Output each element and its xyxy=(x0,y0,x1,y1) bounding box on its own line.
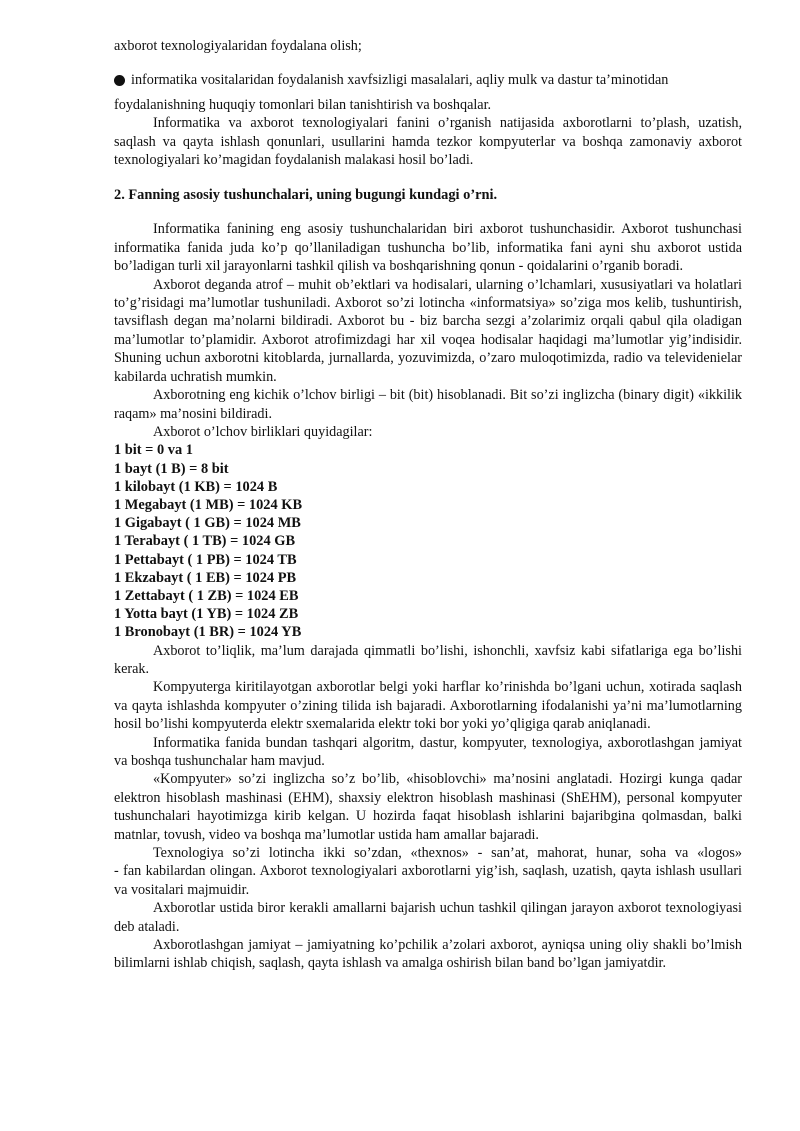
paragraph-6: Kompyuterga kiritilayotgan axborotlar belgi yoki harflar ko’rinishda bo’lgani uchun, xotirada saqlash va qayta ishlashda kompyuter o’zining tilida ish bajaradi. Axborotlarning ifodalanishi ya’ni ma’lumotlarning hosil bo’lishi kompyuterda elektr sxemalarida elektr toki bor yoki yo’qligiga qarab aniqlanadi. xyxy=(114,679,742,733)
paragraph-11: Axborotlashgan jamiyat – jamiyatning ko’pchilik a’zolari axborot, ayniqsa uning oliy shakli bo’lmish bilimlarni ishlab chiqish, saqlash, qayta ishlash va amalga oshirish bilan band bo’lgan jamiyatdir. xyxy=(114,937,742,972)
paragraph-2: Axborot deganda atrof – muhit ob’ektlari va hodisalari, ularning o’lchamlari, xususiyatlari va holatlari to’g’risidagi ma’lumotlar tushuniladi. Axborot so’zi lotincha «informatsiya» so’ziga mos kelib, tushuntirish, tavsiflash degan ma’nolarni bildiradi. Axborot bu - biz barcha sezgi a’zolarimiz orqali qabul qila oladigan ma’lumotlar to’plamidir. Axborot atrofimizdagi har xil voqea hodisalar haqidagi ma’lumotlar yig’indisidir. Shuning uchun axborotni kitoblarda, jurnallarda, yozuvimizda, o’zaro muloqotimizda, radio va televidenielar kabilarda uchratish mumkin. xyxy=(114,276,742,385)
intro-tail-text: axborot texnologiyalaridan foydalana olish; xyxy=(114,38,362,54)
unit-line: 1 Pettabayt ( 1 PB) = 1024 TB xyxy=(114,551,297,568)
paragraph-5: Axborot to’liqlik, ma’lum darajada qimmatli bo’lishi, ishonchli, xavfsiz kabi sifatlariga ega bo’lishi kerak. xyxy=(114,642,742,677)
paragraph-1: Informatika fanining eng asosiy tushunchalaridan biri axborot tushunchasidir. Axborot tushunchasi informatika fanida juda ko’p qo’llaniladigan tushuncha bo’lib, informatika fani ayni shu axborot ustida bo’ladigan turli xil jarayonlarni tashkil qilish va boshqarishning qonun - qoidalarini o’rganib boradi. xyxy=(114,221,742,275)
paragraph-4: Axborot o’lchov birliklari quyidagilar: xyxy=(153,423,373,440)
unit-line: 1 Yotta bayt (1 YB) = 1024 ZB xyxy=(114,606,299,623)
unit-line: 1 Bronobayt (1 BR) = 1024 YB xyxy=(114,624,302,641)
bullet-line-2: foydalanishning huquqiy tomonlari bilan tanishtirish va boshqalar. xyxy=(114,96,492,113)
units-list xyxy=(114,441,742,641)
unit-line: 1 Zettabayt ( 1 ZB) = 1024 EB xyxy=(114,587,299,604)
unit-line: 1 Gigabayt ( 1 GB) = 1024 MB xyxy=(114,515,301,532)
unit-line: 1 Terabayt ( 1 TB) = 1024 GB xyxy=(114,533,296,550)
unit-line: 1 bayt (1 B) = 8 bit xyxy=(114,460,229,477)
document-page xyxy=(114,0,742,973)
paragraph-goal: Informatika va axborot texnologiyalari fanini o’rganish natijasida axborotlarni to’plash, uzatish, saqlash va qayta ishlash qonunlari, usullarini hamda tezkor kompyuterlar va boshqa zamonaviy axborot texnologiyalari ko’magidan foydalanish malakasi hosil bo’ladi. xyxy=(114,115,742,169)
unit-line: 1 bit = 0 va 1 xyxy=(114,442,193,459)
bullet-item xyxy=(114,71,742,89)
paragraph-3: Axborotning eng kichik o’lchov birligi – bit (bit) hisoblanadi. Bit so’zi inglizcha (binary digit) «ikkilik raqam» ma’nosini bildiradi. xyxy=(114,387,742,422)
paragraph-9-first-part: Texnologiya so’zi lotincha ikki so’zdan, «thexnos» - san’at, mahorat, hunar, soha va «logos» xyxy=(153,845,742,862)
bullet-line-1: informatika vositalaridan foydalanish xavfsizligi masalalari, aqliy mulk va dastur ta’minotidan xyxy=(131,72,669,89)
unit-line: 1 Megabayt (1 MB) = 1024 KB xyxy=(114,496,303,513)
paragraph-10: Axborotlar ustida biror kerakli amallarni bajarish uchun tashkil qilingan jarayon axborot texnologiyasi deb ataladi. xyxy=(114,900,742,935)
paragraph-8: «Kompyuter» so’zi inglizcha so’z bo’lib, «hisoblovchi» ma’nosini anglatadi. Hozirgi kunga qadar elektron hisoblash mashinasi (EHM), shaxsiy elektron hisoblash mashinasi (ShEHM), personal kompyuter tushunchalari hayotimizga kirib kelgan. U hozirda faqat hisoblash ishlarini bajaribgina qolmasdan, balki matnlar, tovush, video va boshqa ma’lumotlar ustida ham amallar bajaradi. xyxy=(114,771,742,843)
paragraph-9-second-part: - fan kabilardan olingan. Axborot texnologiyalari axborotlarni yig’ish, saqlash, uzatish, qayta ishlash usullari va vositalari majmuidir. xyxy=(114,863,742,898)
section-heading: 2. Fanning asosiy tushunchalari, uning bugungi kundagi o’rni. xyxy=(114,187,498,204)
paragraph-7: Informatika fanida bundan tashqari algoritm, dastur, kompyuter, texnologiya, axborotlashgan jamiyat va boshqa tushunchalar ham mavjud. xyxy=(114,734,742,769)
unit-line: 1 Ekzabayt ( 1 EB) = 1024 PB xyxy=(114,569,297,586)
unit-line: 1 kilobayt (1 KB) = 1024 B xyxy=(114,478,278,495)
filled-circle-bullet-icon xyxy=(114,75,125,86)
